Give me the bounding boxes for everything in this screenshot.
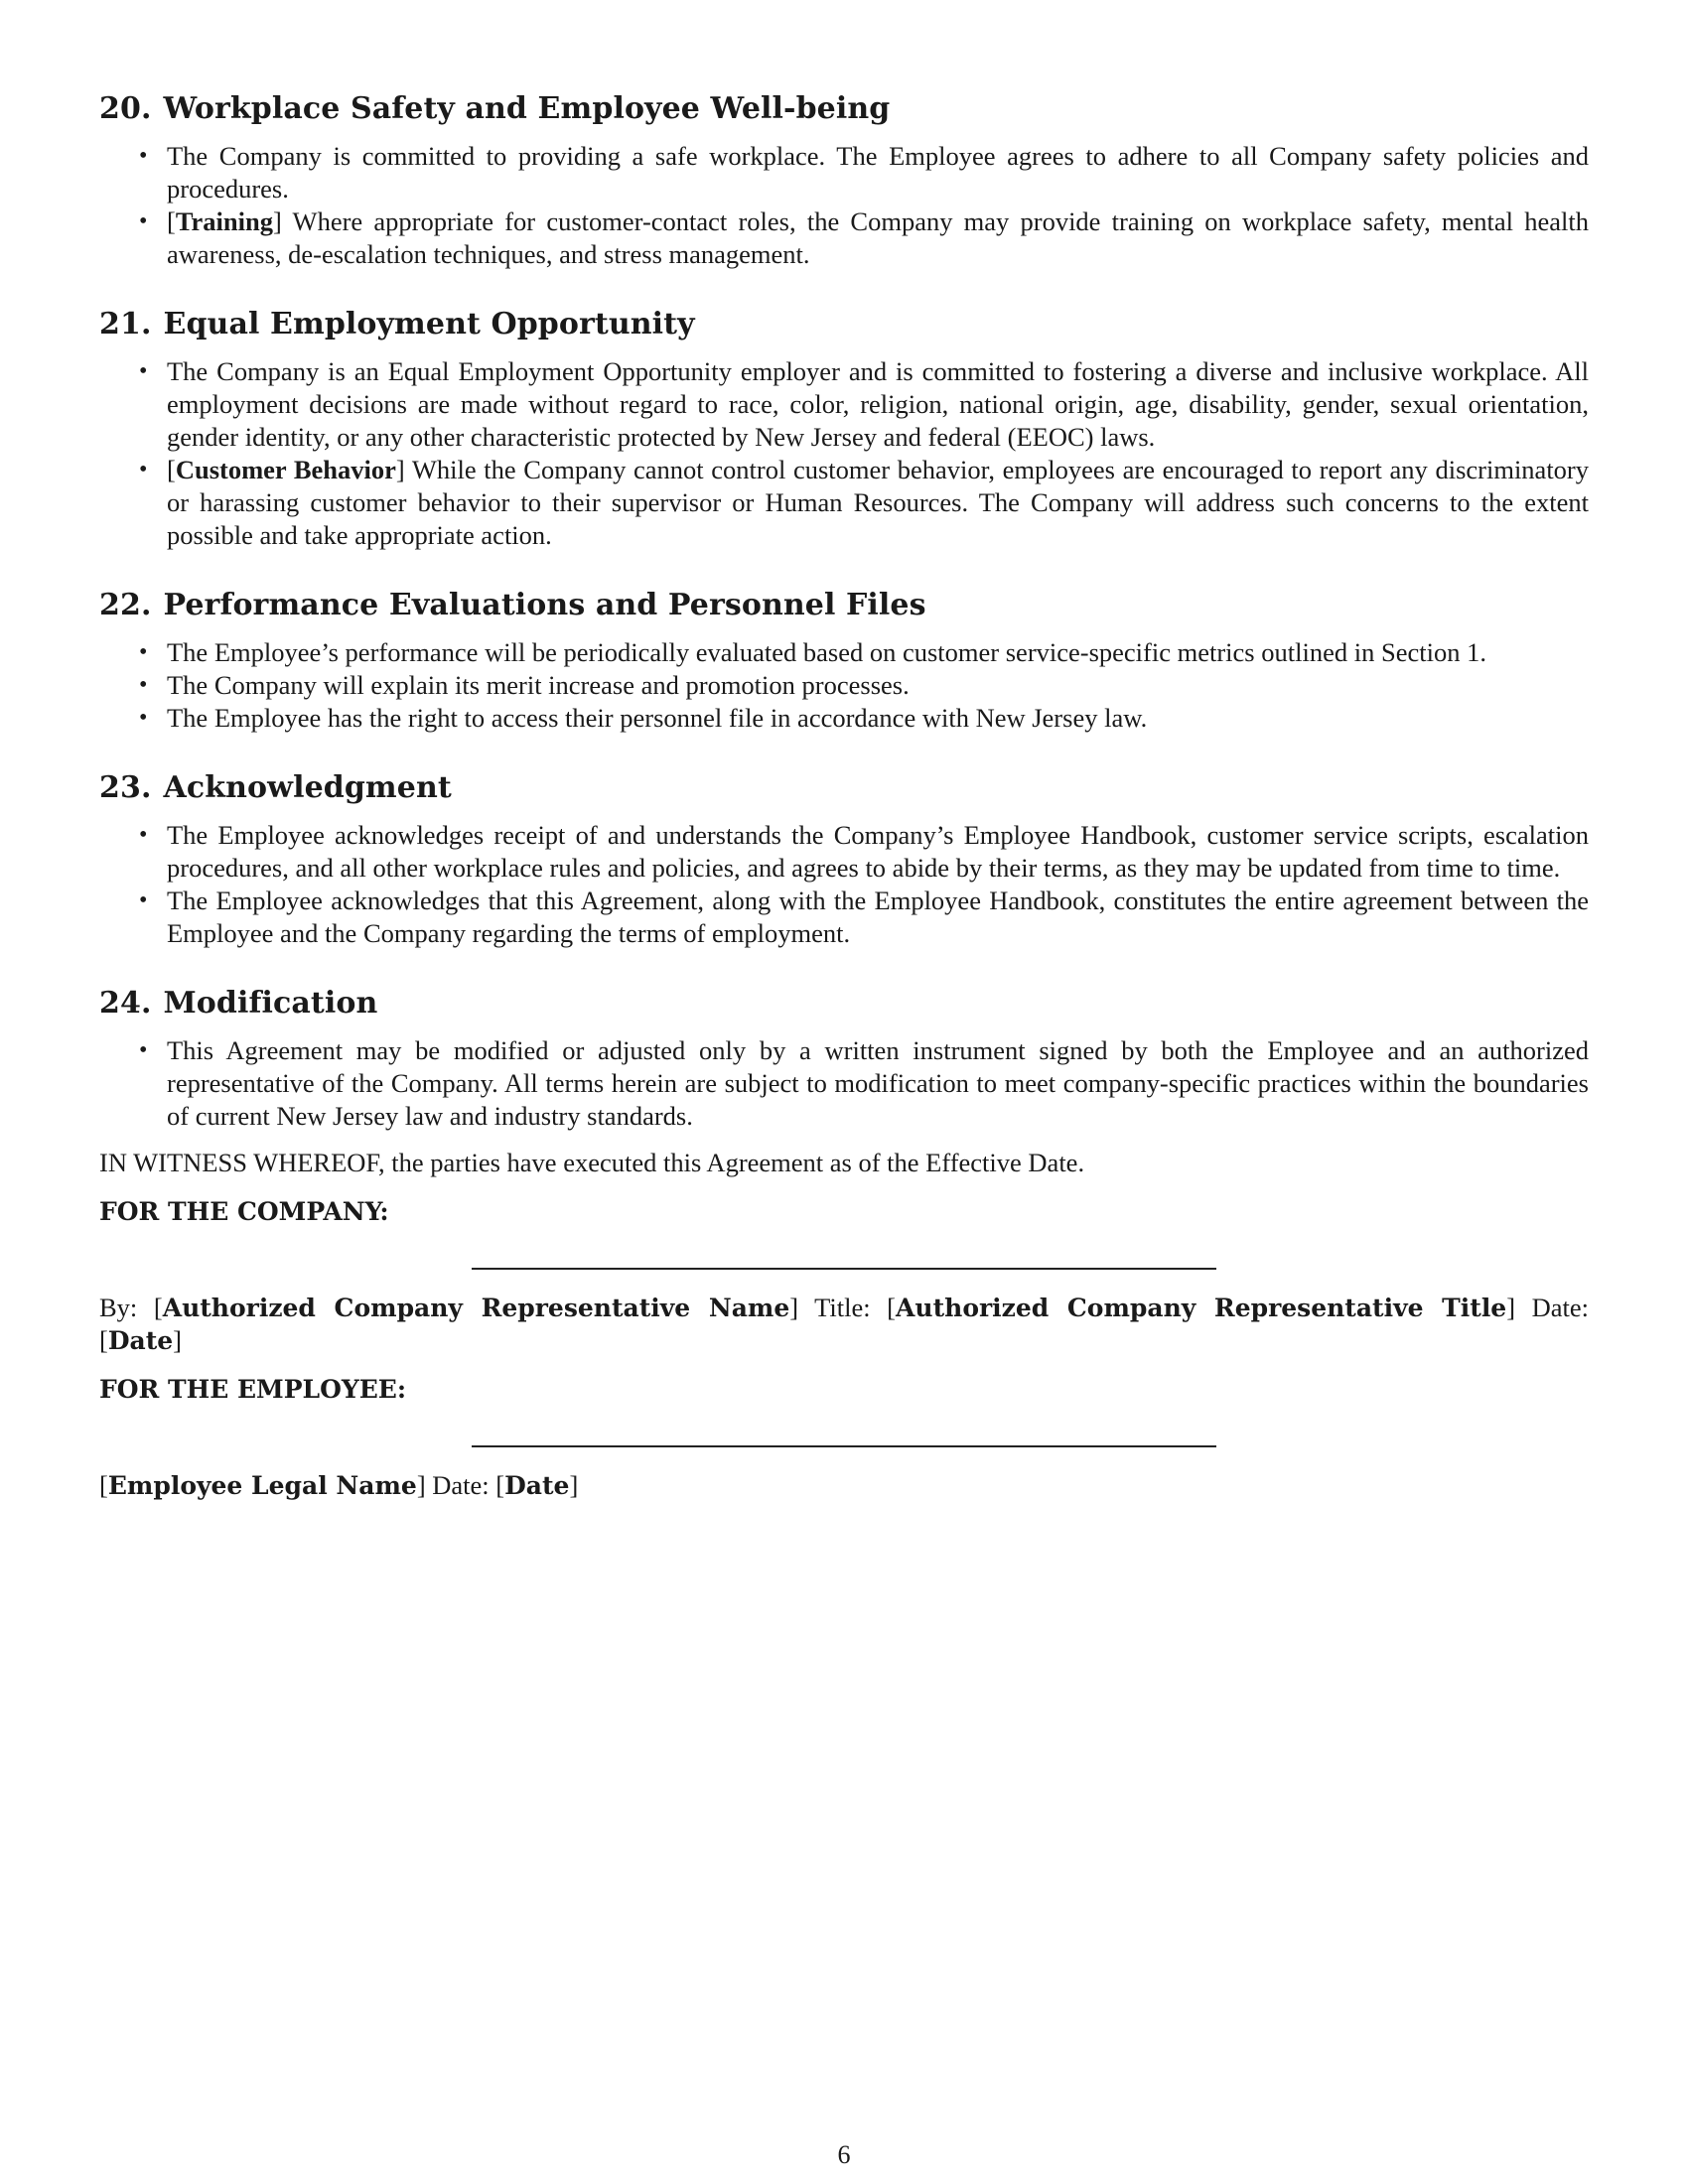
section-equal-employment	[99, 307, 1589, 552]
item-text: The Company is committed to providing a safe workplace. The Employee agrees to adhere to all Company safety policies and procedures.	[167, 141, 1589, 204]
company-date: Date	[107, 1326, 174, 1355]
item-lead: Training	[175, 206, 273, 236]
company-signature-block	[99, 1197, 1589, 1357]
list-item	[167, 885, 1589, 950]
item-text: The Employee acknowledges that this Agreement, along with the Employee Handbook, constitutes the entire agreement between the Employee and the Company regarding the terms of employment.	[167, 886, 1589, 948]
section-heading	[99, 91, 1589, 126]
company-signer-line: By: [Authorized Company Representative Name] Title: [Authorized Company Representative Title] Date:	[99, 1293, 1589, 1322]
section-title: Acknowledgment	[163, 770, 452, 805]
section-number: 21.	[99, 307, 152, 341]
bullet-list	[99, 819, 1589, 950]
item-text: This Agreement may be modified or adjusted only by a written instrument signed by both the Employee and an authorized representative of the Company. All terms herein are subject to modification to meet company-specific practices within the boundaries of current New Jersey law and industry standards.	[167, 1035, 1589, 1131]
employee-date: Date	[504, 1471, 570, 1500]
section-number: 20.	[99, 91, 152, 126]
list-item: • [Customer Behavior] While the Company cannot control customer behavior, employees are encouraged to report any discriminatory or harassing customer behavior to their supervisor or Human Resources. The Company will address such concerns to the extent possible and take appropriate action.	[167, 454, 1589, 552]
item-text: The Company will explain its merit increase and promotion processes.	[167, 670, 910, 700]
item-text: The Company is an Equal Employment Opportunity employer and is committed to fostering a diverse and inclusive workplace. All employment decisions are made without regard to race, color, religion, national origin, age, disability, gender, sexual orientation, gender identity, or any other characteristic protected by New Jersey and federal (EEOC) laws.	[167, 356, 1589, 452]
employee-signer-line: [Employee Legal Name] Date: [Date]	[99, 1470, 579, 1500]
section-number: 24.	[99, 986, 152, 1021]
section-number: 23.	[99, 770, 152, 805]
section-performance-evaluations	[99, 588, 1589, 735]
employee-legal-name: Employee Legal Name	[107, 1471, 417, 1500]
list-item	[167, 819, 1589, 885]
company-rep-title: Authorized Company Representative Title	[896, 1294, 1507, 1322]
list-item	[167, 636, 1589, 669]
section-number: 22.	[99, 588, 152, 622]
page-number: 6	[837, 2140, 851, 2169]
item-text: The Employee’s performance will be periodically evaluated based on customer service-specific metrics outlined in Section 1.	[167, 637, 1486, 667]
list-item	[167, 355, 1589, 454]
section-heading	[99, 986, 1589, 1021]
employee-signature-block	[99, 1375, 1589, 1502]
bullet-list	[99, 636, 1589, 735]
company-date-line: [Date]	[99, 1325, 182, 1355]
item-text: The Employee acknowledges receipt of and understands the Company’s Employee Handbook, customer service scripts, escalation procedures, and all other workplace rules and policies, and agrees to abide by their terms, as they may be updated from time to time.	[167, 820, 1589, 883]
list-item	[167, 140, 1589, 205]
item-text: Where appropriate for customer-contact roles, the Company may provide training on workplace safety, mental health awareness, de-escalation techniques, and stress management.	[167, 206, 1589, 269]
section-title: Performance Evaluations and Personnel Files	[163, 588, 926, 622]
item-text: The Employee has the right to access their personnel file in accordance with New Jersey law.	[167, 703, 1148, 733]
section-modification	[99, 986, 1589, 1133]
section-heading	[99, 307, 1589, 341]
section-title: Workplace Safety and Employee Well-being	[163, 91, 891, 126]
list-item	[167, 669, 1589, 702]
section-workplace-safety	[99, 91, 1589, 271]
section-title: Modification	[163, 986, 378, 1021]
section-title: Equal Employment Opportunity	[163, 307, 695, 341]
bullet-list	[99, 355, 1589, 552]
employee-heading: FOR THE EMPLOYEE:	[99, 1375, 407, 1404]
section-heading	[99, 588, 1589, 622]
item-lead: Customer Behavior	[175, 455, 396, 484]
bullet-list	[99, 1034, 1589, 1133]
by-label: By:	[99, 1293, 138, 1322]
item-text: While the Company cannot control customer behavior, employees are encouraged to report any discriminatory or harassing customer behavior to their supervisor or Human Resources. The Company will address such concerns to the extent possible and take appropriate action.	[167, 455, 1589, 550]
section-acknowledgment	[99, 770, 1589, 950]
company-heading: FOR THE COMPANY:	[99, 1197, 389, 1226]
company-rep-name: Authorized Company Representative Name	[162, 1294, 790, 1322]
list-item	[167, 702, 1589, 735]
section-heading	[99, 770, 1589, 805]
witness-clause: IN WITNESS WHEREOF, the parties have executed this Agreement as of the Effective Date.	[99, 1148, 1085, 1177]
list-item	[167, 1034, 1589, 1133]
title-label: Title:	[814, 1293, 871, 1322]
date-label: Date:	[432, 1470, 490, 1500]
list-item: • [Training] Where appropriate for customer-contact roles, the Company may provide training on workplace safety, mental health awareness, de-escalation techniques, and stress management.	[167, 205, 1589, 271]
date-label: Date:	[1531, 1293, 1589, 1322]
bullet-list	[99, 140, 1589, 271]
document-page	[99, 91, 1589, 1502]
